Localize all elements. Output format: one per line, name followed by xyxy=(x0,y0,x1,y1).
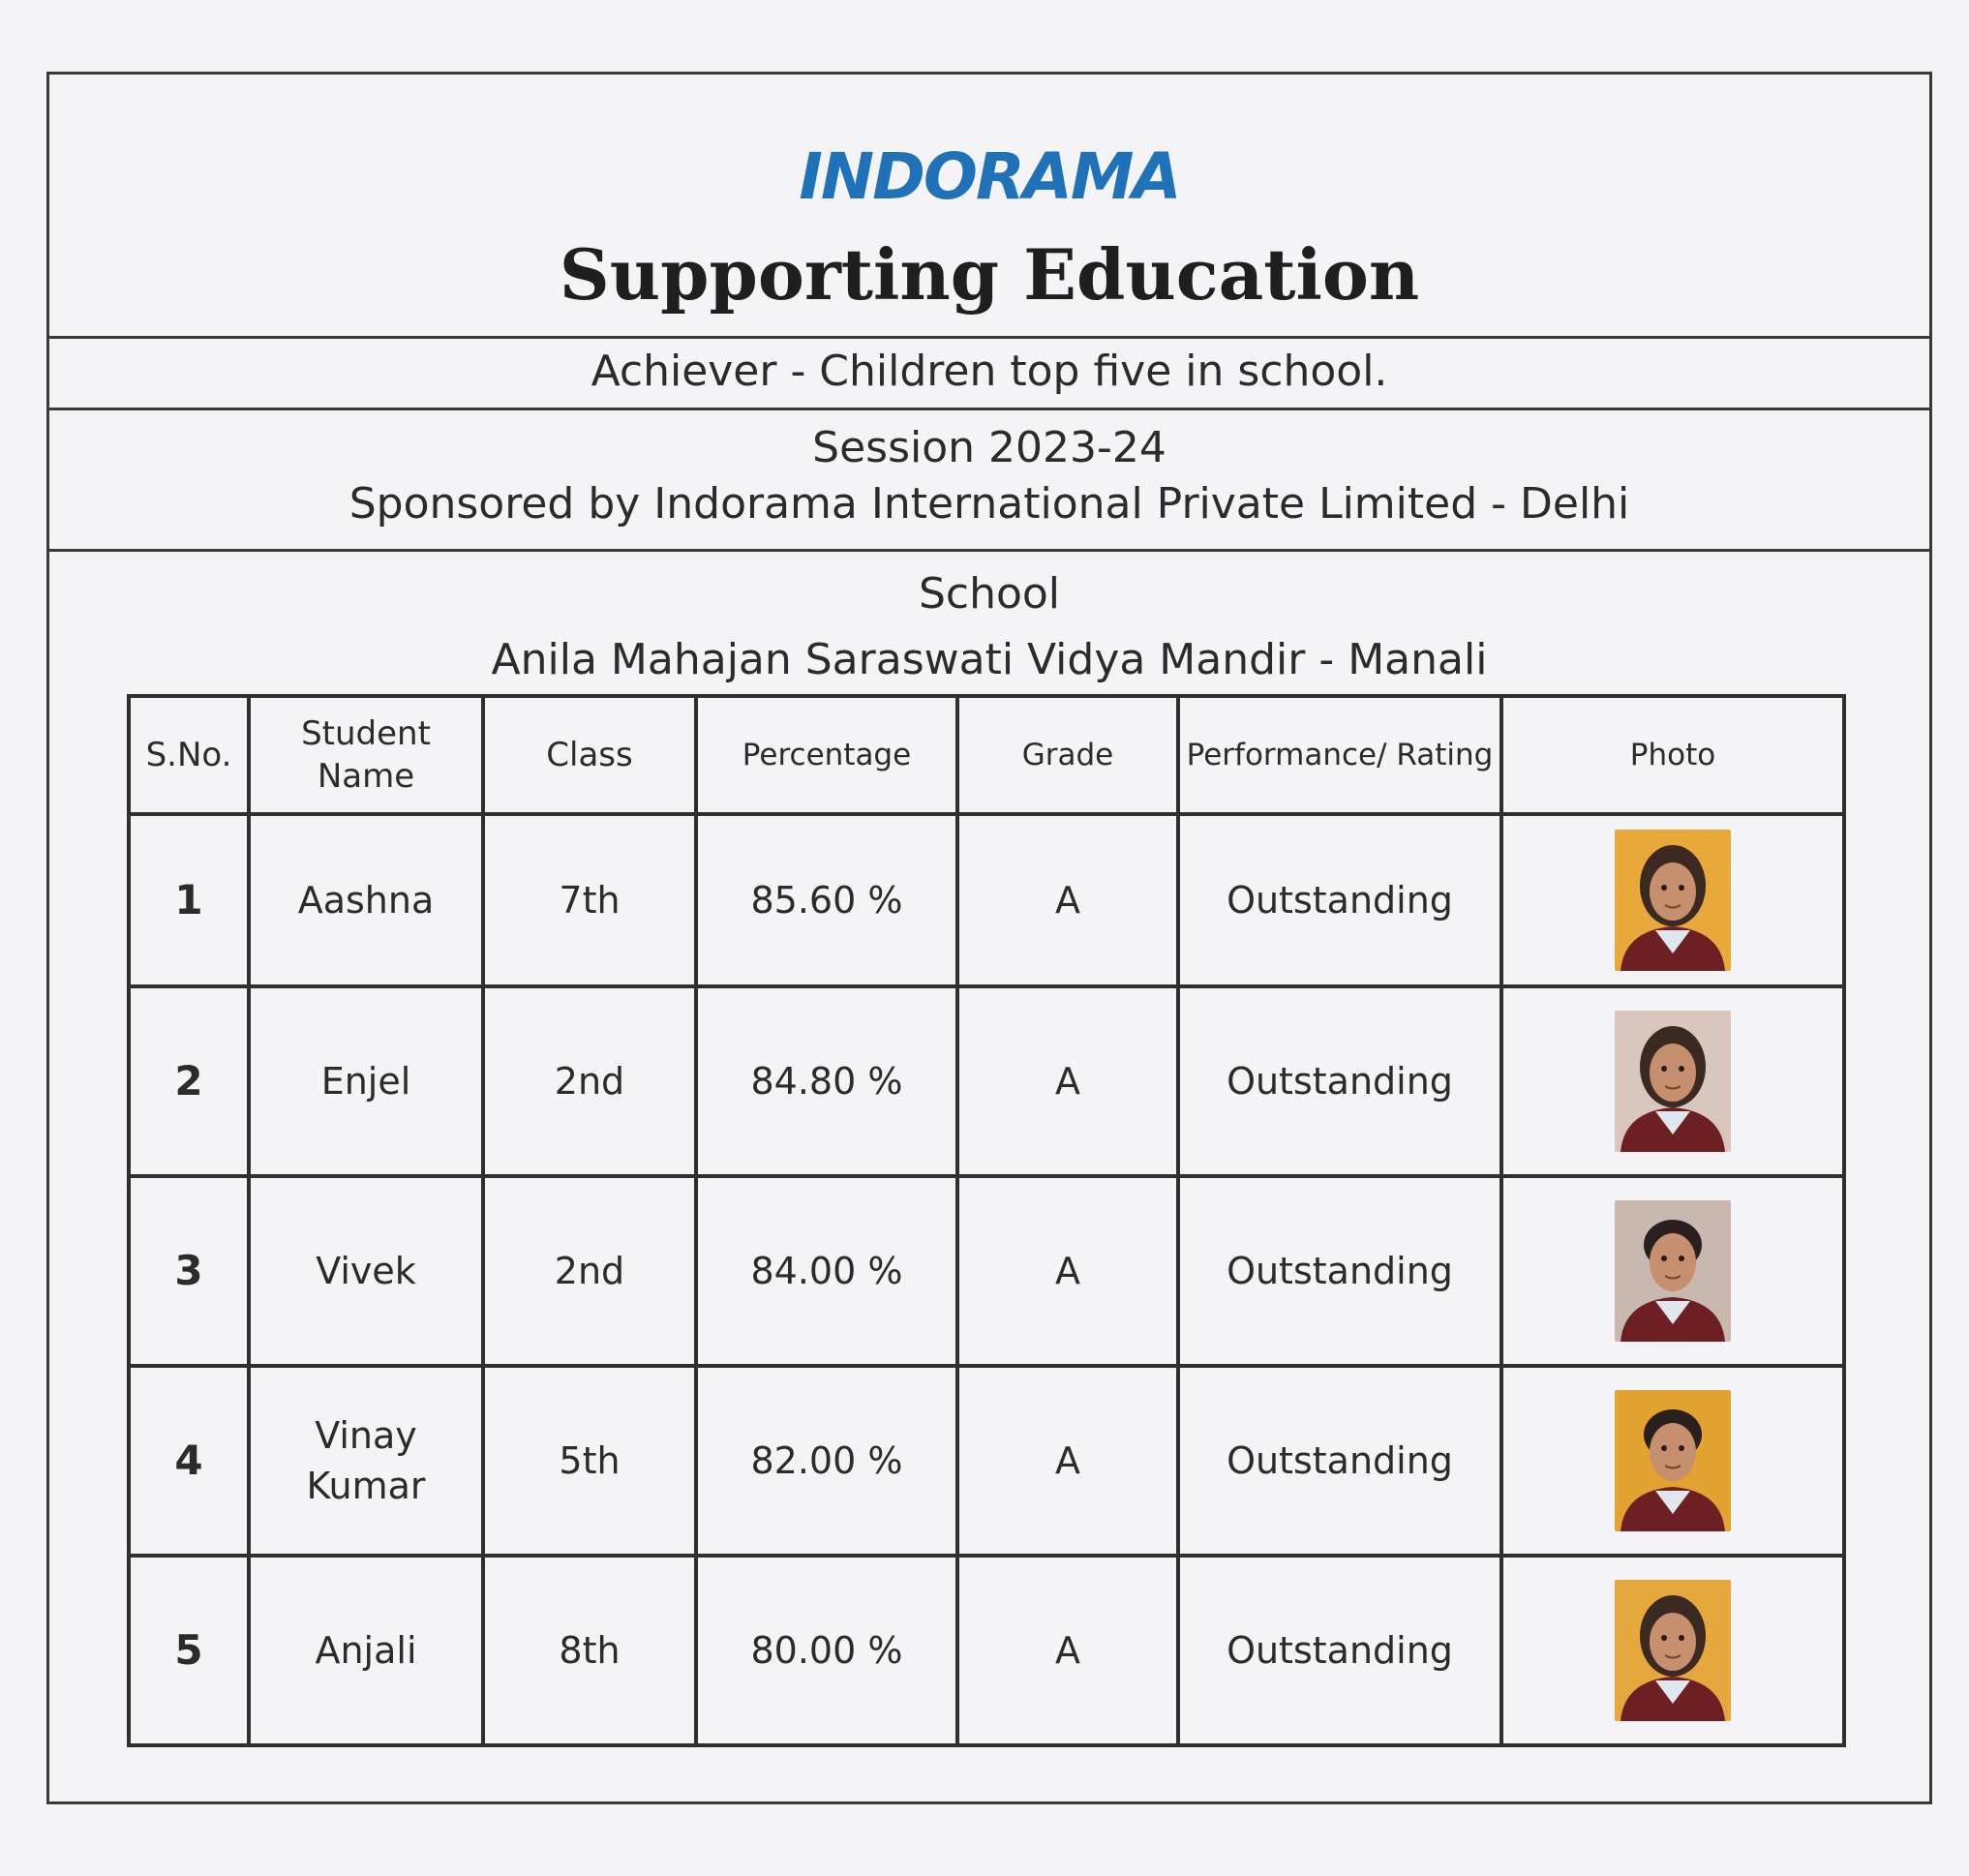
cell-percentage: 84.80 % xyxy=(696,986,957,1176)
header-student-name: Student Name xyxy=(249,696,483,814)
cell-photo xyxy=(1501,1556,1844,1745)
header-grade: Grade xyxy=(957,696,1178,814)
certificate-sheet xyxy=(46,72,1932,1804)
cell-grade: A xyxy=(957,1556,1178,1745)
cell-sno: 5 xyxy=(129,1556,249,1745)
indorama-logo xyxy=(49,138,1929,216)
cell-percentage: 82.00 % xyxy=(696,1366,957,1556)
cell-student-name: Enjel xyxy=(249,986,483,1176)
sponsor-text: Sponsored by Indorama International Private Limited - Delhi xyxy=(348,479,1630,529)
cell-sno: 4 xyxy=(129,1366,249,1556)
student-photo-boy-icon xyxy=(1615,1390,1731,1531)
student-photo-girl-icon xyxy=(1615,1011,1731,1152)
achiever-band xyxy=(49,336,1929,410)
cell-sno: 3 xyxy=(129,1176,249,1366)
cell-grade: A xyxy=(957,986,1178,1176)
table-row xyxy=(129,814,1844,986)
cell-photo xyxy=(1501,814,1844,986)
cell-student-name: Vinay Kumar xyxy=(249,1366,483,1556)
cell-grade: A xyxy=(957,1366,1178,1556)
page-title: Supporting Education xyxy=(559,233,1420,316)
cell-rating: Outstanding xyxy=(1178,1556,1501,1745)
header-photo: Photo xyxy=(1501,696,1844,814)
achievers-table xyxy=(127,694,1846,1747)
school-name: Anila Mahajan Saraswati Vidya Mandir - Manali xyxy=(491,635,1488,684)
cell-class: 8th xyxy=(483,1556,696,1745)
cell-sno: 2 xyxy=(129,986,249,1176)
student-photo-girl-icon xyxy=(1615,1580,1731,1721)
header-class: Class xyxy=(483,696,696,814)
cell-rating: Outstanding xyxy=(1178,1176,1501,1366)
cell-class: 7th xyxy=(483,814,696,986)
header-rating: Performance/ Rating xyxy=(1178,696,1501,814)
table-row xyxy=(129,986,1844,1176)
cell-student-name: Anjali xyxy=(249,1556,483,1745)
table-row xyxy=(129,1366,1844,1556)
cell-rating: Outstanding xyxy=(1178,1366,1501,1556)
table-row xyxy=(129,1176,1844,1366)
cell-rating: Outstanding xyxy=(1178,986,1501,1176)
header-band xyxy=(49,75,1929,339)
table-row xyxy=(129,1556,1844,1745)
school-label: School xyxy=(918,569,1061,619)
cell-class: 2nd xyxy=(483,986,696,1176)
cell-photo xyxy=(1501,986,1844,1176)
cell-photo xyxy=(1501,1176,1844,1366)
cell-student-name: Aashna xyxy=(249,814,483,986)
cell-student-name: Vivek xyxy=(249,1176,483,1366)
cell-grade: A xyxy=(957,814,1178,986)
table-header-row xyxy=(129,696,1844,814)
header-sno: S.No. xyxy=(129,696,249,814)
student-photo-boy-icon xyxy=(1615,1200,1731,1342)
session-text: Session 2023-24 xyxy=(812,423,1166,472)
header-percentage: Percentage xyxy=(696,696,957,814)
student-photo-girl-icon xyxy=(1615,830,1731,971)
cell-sno: 1 xyxy=(129,814,249,986)
cell-percentage: 85.60 % xyxy=(696,814,957,986)
cell-photo xyxy=(1501,1366,1844,1556)
logo-wordmark: INDORAMA xyxy=(799,139,1180,214)
cell-class: 2nd xyxy=(483,1176,696,1366)
cell-percentage: 80.00 % xyxy=(696,1556,957,1745)
cell-percentage: 84.00 % xyxy=(696,1176,957,1366)
achiever-line: Achiever - Children top five in school. xyxy=(591,347,1388,396)
cell-class: 5th xyxy=(483,1366,696,1556)
cell-rating: Outstanding xyxy=(1178,814,1501,986)
cell-grade: A xyxy=(957,1176,1178,1366)
session-band xyxy=(49,408,1929,552)
